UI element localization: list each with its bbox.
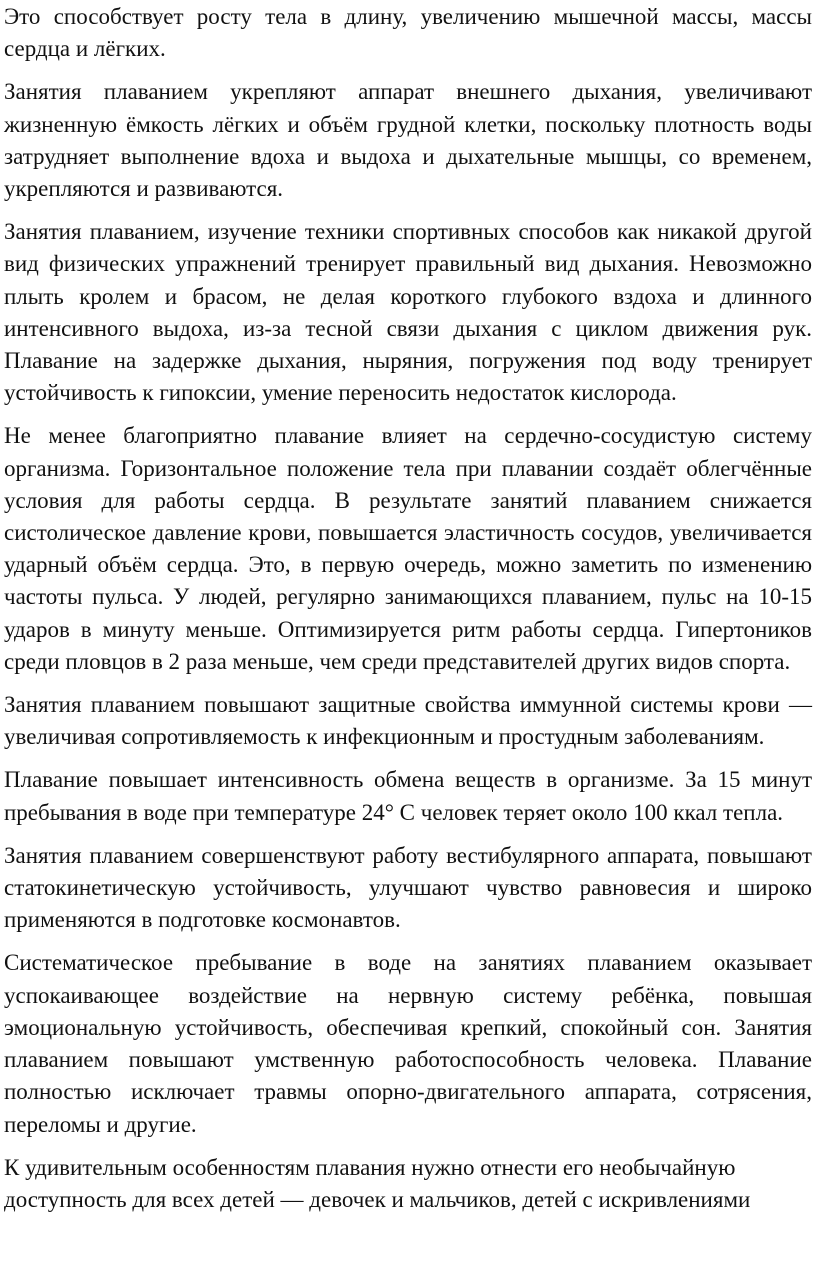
- paragraph-nervous-system: Систематическое пребывание в воде на занятиях плаванием оказывает успокаивающее воздействие на нервную систему ребёнка, повышая эмоциональную устойчивость, обеспечивая крепкий, спокойный сон. Занятия плаванием повышают умственную работоспособность человека. Плавание полностью исключает травмы опорно-двигательного аппарата, сотрясения, переломы и другие.: [4, 950, 812, 1137]
- paragraph-body-growth: Это способствует росту тела в длину, увеличению мышечной массы, массы сердца и лёгких.: [4, 4, 812, 62]
- paragraph-breathing-apparatus: Занятия плаванием укрепляют аппарат внешнего дыхания, увеличивают жизненную ёмкость лёгких и объём грудной клетки, поскольку плотность воды затрудняет выполнение вдоха и выдоха и дыхательные мышцы, со временем, укрепляются и развиваются.: [4, 79, 812, 202]
- paragraph-cardiovascular: Не менее благоприятно плавание влияет на сердечно-сосудистую систему организма. Горизонтальное положение тела при плавании создаёт облегчённые условия для работы сердца. В результате занятий плаванием снижается систолическое давление крови, повышается эластичность сосудов, увеличивается ударный объём сердца. Это, в первую очередь, можно заметить по изменению частоты пульса. У людей, регулярно занимающихся плаванием, пульс на 10-15 ударов в минуту меньше. Оптимизируется ритм работы сердца. Гипертоников среди пловцов в 2 раза меньше, чем среди представителей других видов спорта.: [4, 423, 812, 674]
- paragraph-vestibular: Занятия плаванием совершенствуют работу вестибулярного аппарата, повышают статокинетическую устойчивость, улучшают чувство равновесия и широко применяются в подготовке космонавтов.: [4, 842, 812, 933]
- paragraph-metabolism: Плавание повышает интенсивность обмена веществ в организме. За 15 минут пребывания в воде при температуре 24° С человек теряет около 100 ккал тепла.: [4, 767, 812, 825]
- paragraph-accessibility: К удивительным особенностям плавания нужно отнести его необычайную доступность для всех детей — девочек и мальчиков, детей с искривлениями: [4, 1154, 751, 1212]
- paragraph-immune-system: Занятия плаванием повышают защитные свойства иммунной системы крови — увеличивая сопротивляемость к инфекционным и простудным заболеваниям.: [4, 692, 812, 750]
- paragraph-breathing-technique: Занятия плаванием, изучение техники спортивных способов как никакой другой вид физических упражнений тренирует правильный вид дыхания. Невозможно плыть кролем и брасом, не делая короткого глубокого вздоха и длинного интенсивного выдоха, из-за тесной связи дыхания с циклом движения рук. Плавание на задержке дыхания, ныряния, погружения под воду тренирует устойчивость к гипоксии, умение переносить недостаток кислорода.: [4, 219, 812, 406]
- document-page: [4, 0, 812, 1227]
